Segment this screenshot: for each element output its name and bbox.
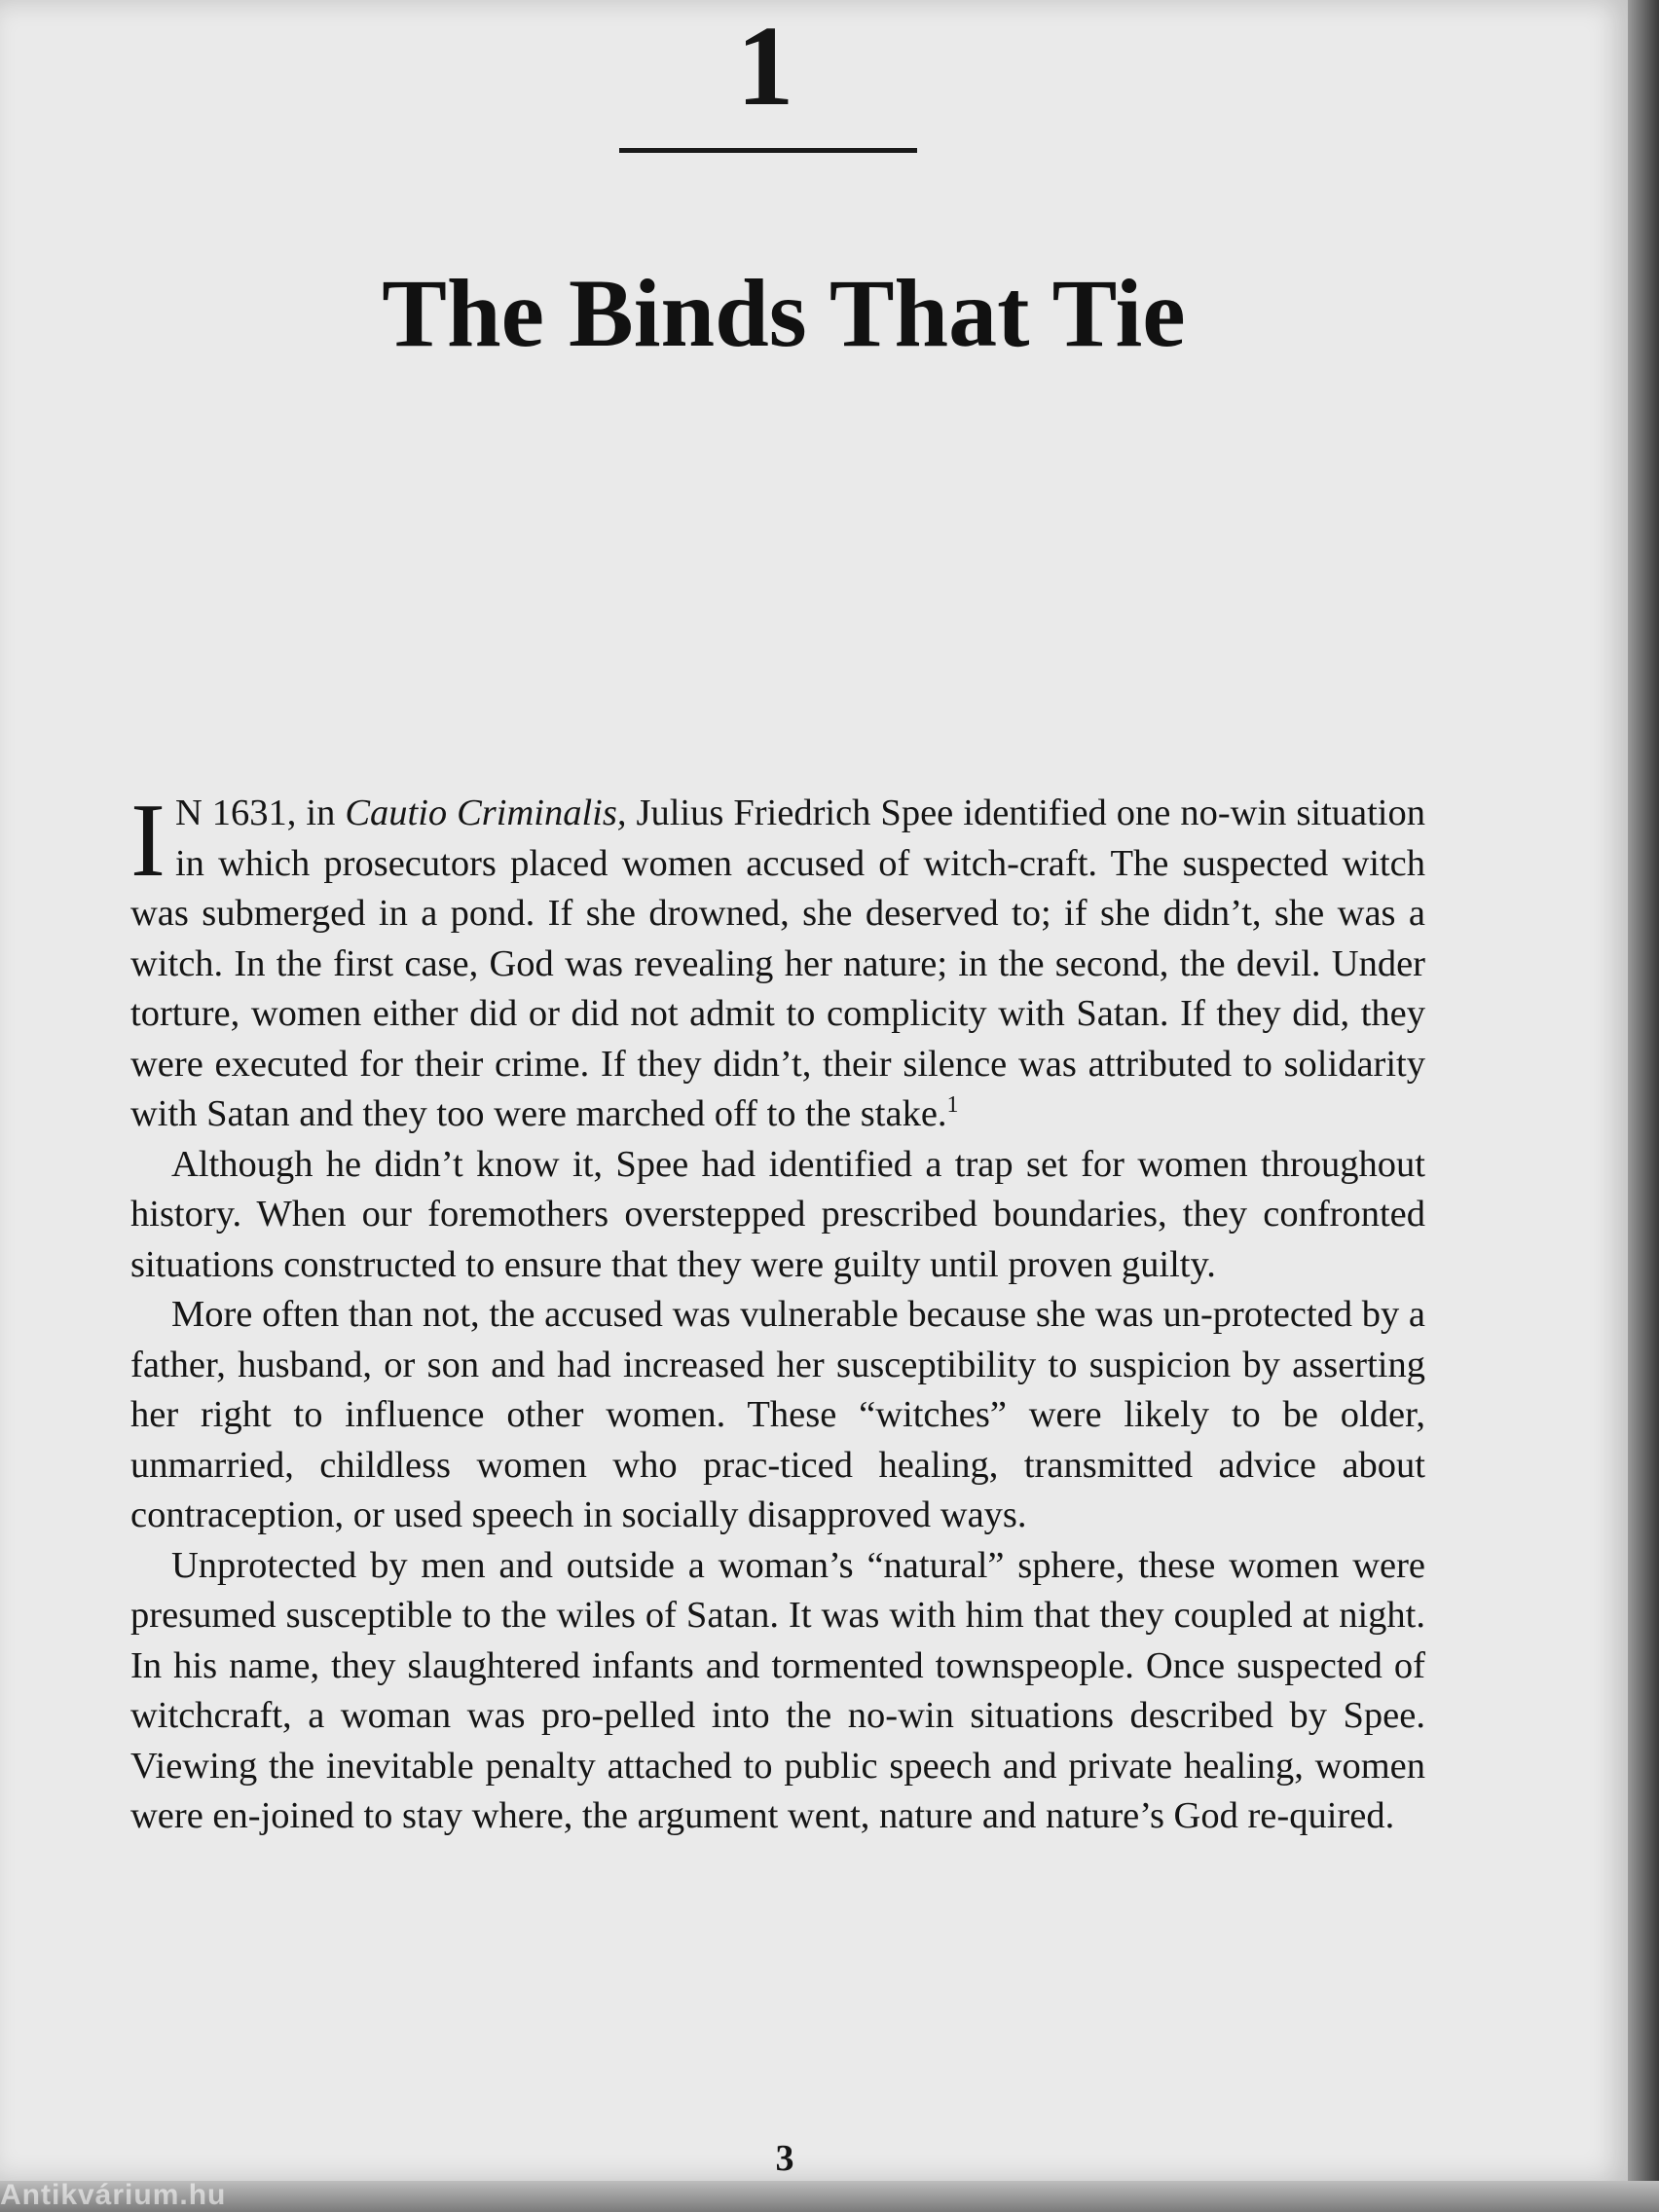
page-number: 3 [775,2138,794,2179]
bottom-strip [0,2181,1659,2212]
paragraph: Although he didn’t know it, Spee had identified a trap set for women throughout history. When our foremothers overstepped prescribed boundaries, they confronted situations constructed to ensure that they were guilty until proven guilty. [130,1143,1425,1285]
body-text [130,783,1426,1842]
chapter-title: The Binds That Tie [382,259,1186,367]
paragraph: More often than not, the accused was vulnerable because she was un-protected by a father, husband, or son and had increased her susceptibility to suspicion by asserting her right to influence other women. These “witches” were likely to be older, unmarried, childless women who prac-ticed healing, transmitted advice about contraception, or used speech in socially disapproved ways. [130,1294,1425,1535]
footnote-marker: 1 [946,1092,959,1118]
opening-paragraph [130,783,1426,1140]
chapter-rule [619,148,917,153]
drop-cap: I [130,783,166,899]
work-title: Cautio Criminalis, [345,793,627,833]
opening-text: Julius Friedrich Spee identified one no-win situation in which prosecutors placed women accused of witch-craft. The suspected witch was submerged in a pond. If she drowned, she deserved to; if she didn’t, she was a witch. In the first case, God was revealing her nature; in the second, the devil. Under torture, women either did or did not admit to complicity with Satan. If they did, they were executed for their crime. If they didn’t, their silence was attributed to solidarity with Satan and they too were marched off to the stake. [130,793,1426,1134]
opening-lead: N 1631, in [174,793,346,833]
page-edge-shadow [1628,0,1659,2212]
chapter-number: 1 [736,2,794,129]
watermark: Antikvárium.hu [0,2179,227,2211]
paragraph: Unprotected by men and outside a woman’s “natural” sphere, these women were presumed susceptible to the wiles of Satan. It was with him that they coupled at night. In his name, they slaughtered infants and tormented townspeople. Once suspected of witchcraft, a woman was pro-pelled into the no-win situations described by Spee. Viewing the inevitable penalty attached to public speech and private healing, women were en-joined to stay where, the argument went, nature and nature’s God re-quired. [130,1544,1425,1836]
